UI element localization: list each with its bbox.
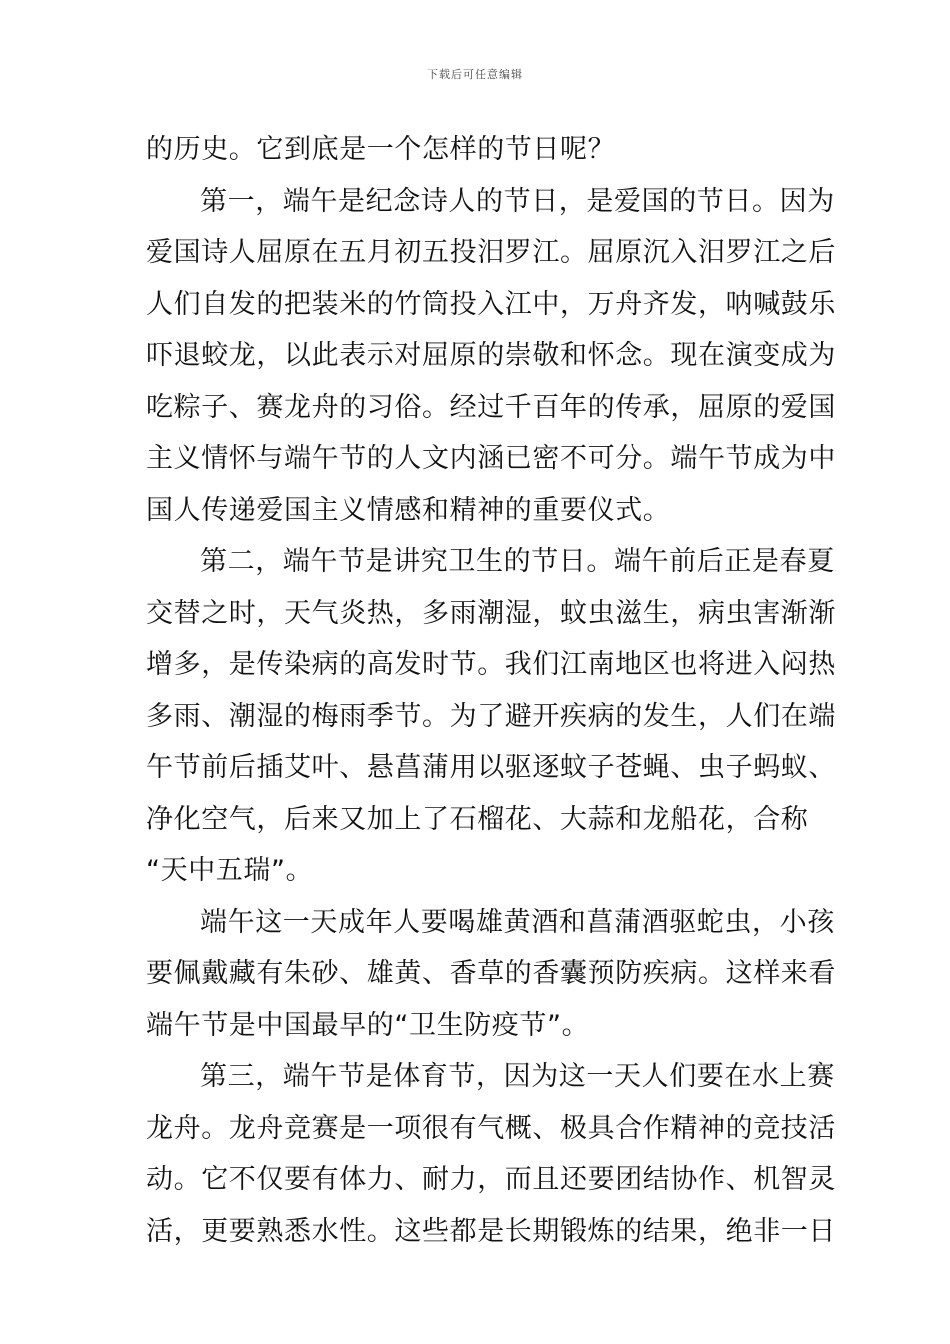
text-line: 第一，端午是纪念诗人的节日，是爱国的节日。因为 <box>200 185 835 217</box>
text-line: 多雨、潮湿的梅雨季节。为了避开疾病的发生，人们在端 <box>146 700 836 732</box>
text-line: 爱国诗人屈原在五月初五投汨罗江。屈原沉入汨罗江之后 <box>146 237 836 268</box>
text-line: 龙舟。龙舟竞赛是一项很有气概、极具合作精神的竞技活 <box>146 1112 836 1144</box>
header-note: 下载后可任意编辑 <box>427 68 523 81</box>
text-line: 净化空气，后来又加上了石榴花、大蒜和龙船花，合称 <box>146 803 809 835</box>
document-body <box>146 124 836 1257</box>
text-line: 交替之时，天气炎热，多雨潮湿，蚊虫滋生，病虫害渐渐 <box>146 597 836 629</box>
text-line: 主义情怀与端午节的人文内涵已密不可分。端午节成为中 <box>146 443 836 474</box>
text-line: 吓退蛟龙，以此表示对屈原的崇敬和怀念。现在演变成为 <box>146 340 836 371</box>
text-line: 动。它不仅要有体力、耐力，而且还要团结协作、机智灵 <box>146 1164 836 1195</box>
text-line: 吃粽子、赛龙舟的习俗。经过千百年的传承，屈原的爱国 <box>146 391 836 423</box>
text-line: 要佩戴藏有朱砂、雄黄、香草的香囊预防疾病。这样来看 <box>146 958 836 989</box>
text-line: 午节前后插艾叶、悬菖蒲用以驱逐蚊子苍蝇、虫子蚂蚁、 <box>146 752 836 783</box>
text-line: 活，更要熟悉水性。这些都是长期锻炼的结果，绝非一日 <box>146 1215 836 1247</box>
text-line: 第三，端午节是体育节，因为这一天人们要在水上赛 <box>200 1061 835 1092</box>
text-line: 端午这一天成年人要喝雄黄酒和菖蒲酒驱蛇虫，小孩 <box>200 906 835 938</box>
text-line: 端午节是中国最早的“卫生防疫节”。 <box>146 1009 590 1041</box>
text-line: 增多，是传染病的高发时节。我们江南地区也将进入闷热 <box>146 649 836 680</box>
text-line: “天中五瑞”。 <box>146 855 314 886</box>
text-line: 人们自发的把装米的竹筒投入江中，万舟齐发，呐喊鼓乐 <box>146 288 836 320</box>
text-line: 的历史。它到底是一个怎样的节日呢？ <box>146 134 616 165</box>
text-line: 国人传递爱国主义情感和精神的重要仪式。 <box>146 494 671 526</box>
text-line: 第二，端午节是讲究卫生的节日。端午前后正是春夏 <box>200 546 835 577</box>
